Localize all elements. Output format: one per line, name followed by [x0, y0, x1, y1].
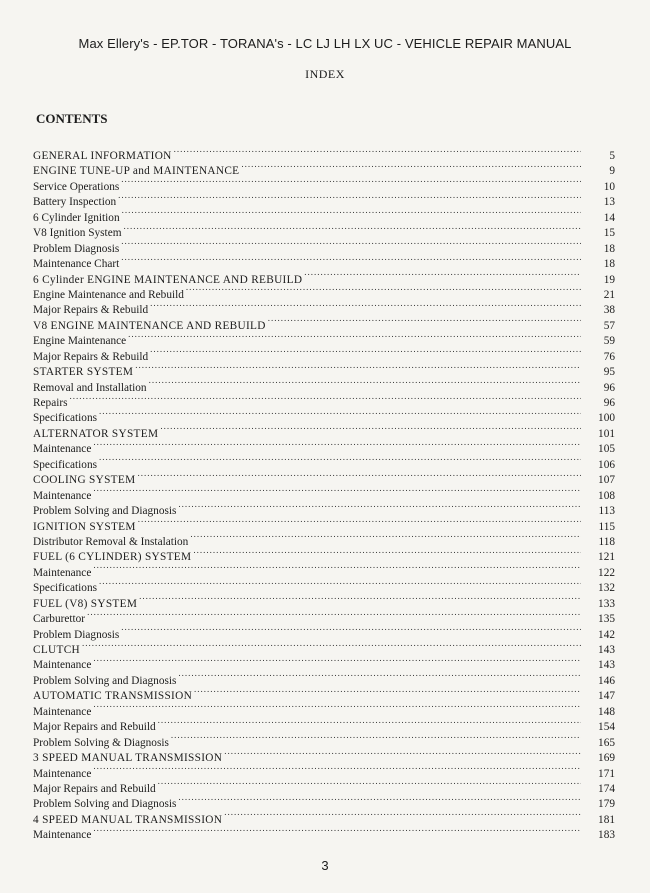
toc-entry-page: 146	[598, 674, 615, 687]
toc-entry-page: 96	[603, 381, 615, 394]
dot-leader	[93, 823, 581, 838]
toc-entry-page: 15	[603, 227, 615, 240]
toc-entry-title: Specifications	[33, 412, 97, 425]
toc-entry-page: 174	[598, 782, 615, 795]
toc-entry-title: GENERAL INFORMATION	[33, 150, 172, 162]
toc-entry-title: COOLING SYSTEM	[33, 474, 136, 487]
toc-entry-page: 183	[598, 829, 615, 842]
dot-leader	[93, 653, 581, 668]
dot-leader	[149, 376, 581, 391]
toc-entry-page: 38	[603, 304, 615, 317]
toc-entry-title: Battery Inspection	[33, 196, 117, 209]
toc-entry-page: 142	[598, 628, 615, 641]
toc-entry-title: Engine Maintenance	[33, 335, 127, 348]
toc-entry-title: AUTOMATIC TRANSMISSION	[33, 690, 193, 703]
toc-entry	[33, 453, 615, 471]
toc-entry-page: 13	[603, 196, 615, 209]
dot-leader	[124, 221, 582, 236]
toc-entry-page: 18	[603, 242, 615, 255]
toc-entry-page: 113	[598, 505, 615, 518]
toc-entry-title: Problem Solving and Diagnosis	[33, 798, 177, 811]
toc-entry	[33, 576, 615, 595]
toc-entry-title: Removal and Installation	[33, 381, 147, 394]
toc-entry-title: IGNITION SYSTEM	[33, 520, 136, 533]
toc-entry-title: Maintenance	[33, 829, 92, 842]
toc-entry-page: 106	[598, 458, 615, 471]
toc-entry-title: Maintenance	[33, 767, 92, 780]
dot-leader	[158, 715, 581, 730]
toc-entry-title: Maintenance	[33, 566, 92, 579]
index-label: INDEX	[305, 67, 345, 81]
toc-entry	[33, 484, 615, 502]
dot-leader	[121, 175, 581, 190]
toc-entry-title: Problem Diagnosis	[33, 628, 120, 641]
toc-entry-page: 59	[603, 335, 615, 348]
dot-leader	[99, 453, 581, 468]
dot-leader	[93, 561, 581, 576]
toc-entry-title: V8 Ignition System	[33, 227, 122, 240]
dot-leader	[193, 545, 581, 560]
dot-leader	[121, 252, 581, 267]
toc-entry-title: STARTER SYSTEM	[33, 366, 134, 379]
dot-leader	[150, 298, 581, 313]
dot-leader	[118, 190, 581, 205]
toc-entry-title: Problem Solving & Diagnosis	[33, 736, 169, 749]
toc-entry-title: Problem Solving and Diagnosis	[33, 674, 177, 687]
dot-leader	[178, 499, 581, 514]
dot-leader	[99, 576, 581, 591]
dot-leader	[137, 468, 581, 483]
toc-entry	[33, 823, 615, 842]
toc-entry-title: V8 ENGINE MAINTENANCE AND REBUILD	[33, 319, 266, 332]
toc-entry-title: 3 SPEED MANUAL TRANSMISSION	[33, 752, 223, 765]
manual-title: Max Ellery's - EP.TOR - TORANA's - LC LJ LH LX UC - VEHICLE REPAIR MANUAL	[78, 36, 572, 51]
toc-entry-page: 18	[603, 258, 615, 271]
toc-entry-page: 154	[598, 721, 615, 734]
dot-leader	[158, 777, 581, 792]
dot-leader	[93, 484, 581, 499]
toc-entry-title: Major Repairs and Rebuild	[33, 721, 156, 734]
dot-leader	[128, 329, 581, 344]
toc-entry	[33, 175, 615, 193]
toc-entry-page: 10	[603, 180, 615, 193]
dot-leader	[121, 623, 581, 638]
toc-entry-title: Specifications	[33, 582, 97, 595]
toc-entry-page: 57	[603, 319, 615, 332]
toc-entry	[33, 561, 615, 579]
toc-entry-page: 105	[598, 443, 615, 456]
toc-entry-page: 147	[598, 690, 615, 703]
page-number: 3	[321, 858, 329, 873]
toc-entry-page: 100	[598, 412, 615, 425]
dot-leader	[194, 684, 581, 699]
toc-entry-page: 21	[603, 288, 615, 301]
dot-leader	[93, 762, 581, 777]
toc-entry-page: 133	[598, 597, 615, 610]
toc-entry	[33, 653, 615, 672]
dot-leader	[224, 808, 581, 823]
toc-entry-title: Major Repairs & Rebuild	[33, 350, 149, 363]
toc-entry-page: 171	[598, 767, 615, 780]
toc-entry-title: Engine Maintenance and Rebuild	[33, 288, 184, 301]
toc-entry-title: Problem Diagnosis	[33, 242, 120, 255]
dot-leader	[268, 314, 581, 329]
toc-entry-title: CLUTCH	[33, 644, 80, 656]
toc-entry	[33, 700, 615, 718]
toc-entry-page: 118	[598, 535, 615, 548]
toc-entry-title: Specifications	[33, 458, 97, 471]
dot-leader	[138, 515, 581, 530]
dot-leader	[174, 144, 581, 159]
dot-leader	[171, 731, 581, 746]
toc-entry-page: 76	[603, 350, 615, 363]
toc-entry	[33, 422, 615, 440]
toc-entry-page: 115	[598, 520, 615, 533]
toc-entry-title: Maintenance	[33, 705, 92, 718]
dot-leader	[160, 422, 581, 437]
toc-entry-title: Repairs	[33, 397, 68, 409]
contents-heading: CONTENTS	[36, 111, 108, 126]
toc-entry-title: ALTERNATOR SYSTEM	[33, 427, 159, 440]
toc-entry-title: Maintenance Chart	[33, 258, 120, 271]
toc-entry-page: 165	[598, 736, 615, 749]
toc-entry-page: 5	[609, 150, 615, 162]
toc-entry	[33, 762, 615, 780]
dot-leader	[121, 237, 581, 252]
toc-entry-title: Major Repairs and Rebuild	[33, 782, 156, 795]
dot-leader	[93, 700, 581, 715]
dot-leader	[178, 669, 581, 684]
toc-entry	[33, 638, 615, 656]
toc-entry-title: FUEL (V8) SYSTEM	[33, 597, 138, 610]
dot-leader	[224, 746, 581, 761]
toc-entry-page: 135	[598, 613, 615, 626]
toc-entry	[33, 468, 615, 487]
dot-leader	[70, 391, 581, 406]
toc-entry	[33, 715, 615, 734]
toc-entry	[33, 190, 615, 209]
toc-entry-title: 4 SPEED MANUAL TRANSMISSION	[33, 813, 223, 826]
toc-entry-page: 101	[598, 427, 615, 440]
toc-entry-page: 96	[603, 397, 615, 409]
toc-entry-page: 143	[598, 659, 615, 672]
toc-entry	[33, 623, 615, 641]
toc-entry-title: Maintenance	[33, 443, 92, 456]
toc-entry-title: 6 Cylinder Ignition	[33, 211, 120, 224]
table-of-contents	[33, 144, 615, 842]
toc-entry	[33, 592, 615, 610]
dot-leader	[82, 638, 581, 653]
dot-leader	[186, 283, 581, 298]
dot-leader	[99, 406, 581, 421]
toc-entry	[33, 669, 615, 687]
toc-entry-page: 9	[609, 165, 615, 178]
dot-leader	[178, 792, 581, 807]
toc-entry-title: Carburettor	[33, 613, 86, 626]
dot-leader	[150, 345, 581, 360]
toc-entry-title: FUEL (6 CYLINDER) SYSTEM	[33, 551, 192, 564]
toc-entry-page: 122	[598, 566, 615, 579]
dot-leader	[139, 592, 581, 607]
toc-entry-title: Major Repairs & Rebuild	[33, 304, 149, 317]
toc-entry-title: Service Operations	[33, 180, 120, 193]
toc-entry-title: ENGINE TUNE-UP and MAINTENANCE	[33, 165, 240, 178]
toc-entry-page: 148	[598, 705, 615, 718]
toc-entry	[33, 206, 615, 224]
toc-entry-title: Problem Solving and Diagnosis	[33, 505, 177, 518]
toc-entry-title: Distributor Removal & Instalation	[33, 535, 189, 548]
toc-entry-page: 107	[598, 474, 615, 487]
toc-entry-page: 121	[598, 551, 615, 564]
dot-leader	[241, 159, 581, 174]
toc-entry-page: 132	[598, 582, 615, 595]
toc-entry	[33, 252, 615, 271]
toc-entry-page: 14	[603, 211, 615, 224]
dot-leader	[135, 360, 581, 375]
toc-entry	[33, 607, 615, 626]
toc-entry	[33, 437, 615, 456]
toc-entry-title: Maintenance	[33, 489, 92, 502]
toc-entry	[33, 391, 615, 409]
toc-entry-title: Maintenance	[33, 659, 92, 672]
toc-entry-page: 179	[598, 798, 615, 811]
toc-entry-page: 181	[598, 813, 615, 826]
toc-entry	[33, 499, 615, 518]
toc-entry-title: 6 Cylinder ENGINE MAINTENANCE AND REBUILD	[33, 273, 303, 286]
dot-leader	[122, 206, 581, 221]
toc-entry	[33, 406, 615, 425]
toc-entry	[33, 144, 615, 162]
dot-leader	[304, 268, 581, 283]
dot-leader	[93, 437, 581, 452]
toc-entry	[33, 777, 615, 795]
dot-leader	[190, 530, 581, 545]
toc-entry-page: 143	[598, 644, 615, 656]
toc-entry-page: 19	[603, 273, 615, 286]
dot-leader	[87, 607, 581, 622]
toc-entry-page: 95	[603, 366, 615, 379]
toc-entry-page: 108	[598, 489, 615, 502]
toc-entry-page: 169	[598, 752, 615, 765]
